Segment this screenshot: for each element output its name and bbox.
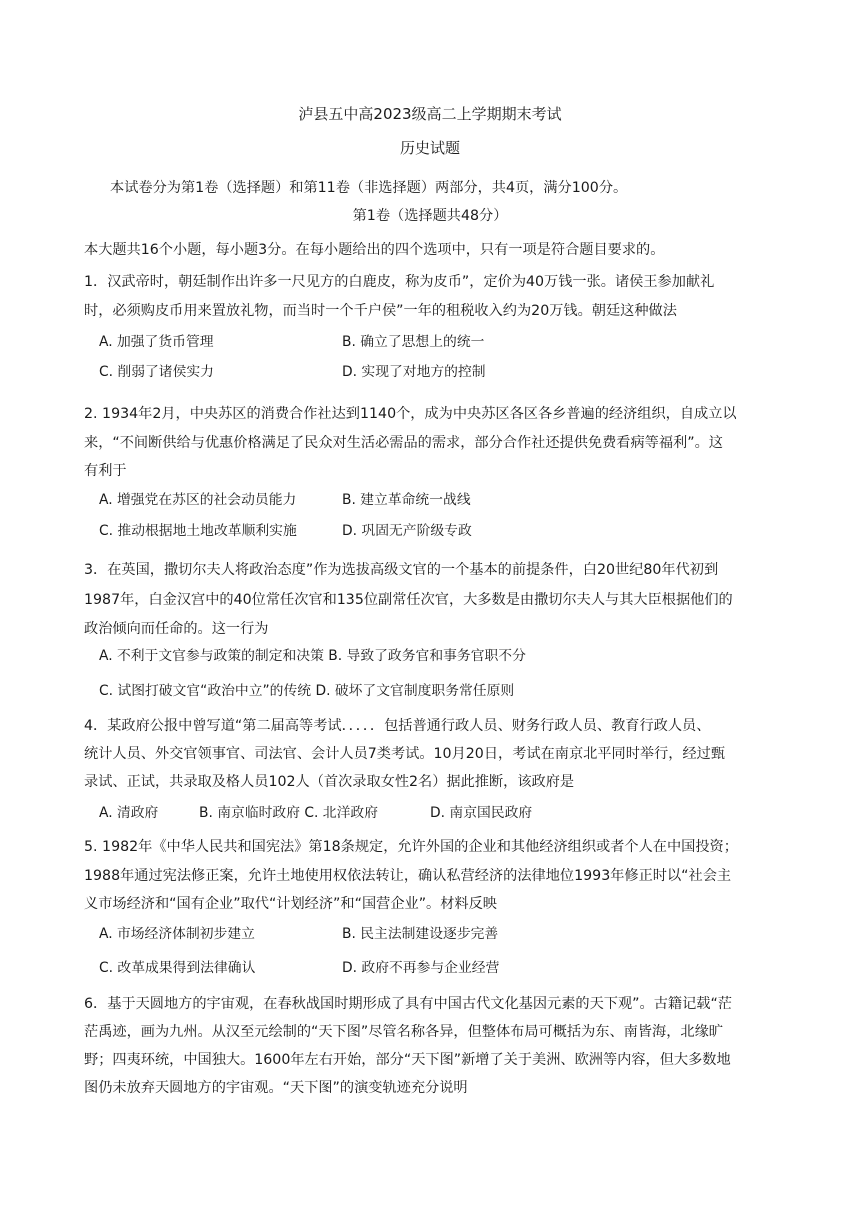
question-1-option-d[interactable]: D. 实现了对地方的控制 (342, 364, 486, 380)
question-3-line-3: 政治倾向而任命的。这一行为 (84, 621, 269, 637)
question-5-option-d[interactable]: D. 政府不再参与企业经营 (342, 960, 500, 976)
question-5-option-b[interactable]: B. 民主法制建设逐步完善 (342, 926, 499, 942)
question-4-option-a[interactable]: A. 清政府 (99, 805, 159, 821)
question-4-option-bc[interactable]: B. 南京临时政府 C. 北洋政府 (199, 805, 378, 821)
question-1-line-2: 时，必须购皮币用来置放礼物，而当时一个千户侯”一年的租税收入约为20万钱。朝廷这种做法 (84, 303, 677, 319)
question-5-line-3: 义市场经济和“国有企业”取代“计划经济”和“国营企业”。材料反映 (84, 896, 497, 912)
question-4-line-2: 统计人员、外交官领事官、司法官、会计人员7类考试。10月20日，考试在南京北平同时举行，经过甄 (84, 746, 726, 762)
question-1-option-a[interactable]: A. 加强了货币管理 (99, 334, 214, 350)
question-1-line-1: 1．汉武帝时，朝廷制作出许多一尺见方的白鹿皮，称为皮币”，定价为40万钱一张。诸侯王参加献礼 (84, 274, 715, 290)
question-2-line-1: 2. 1934年2月，中央苏区的消费合作社达到1140个，成为中央苏区各区各乡普遍的经济组织，自成立以 (84, 406, 737, 422)
question-6-line-3: 野；四夷环统，中国独大。1600年左右开始，部分“天下图”新增了关于美洲、欧洲等内容，但大多数地 (84, 1052, 731, 1068)
instructions: 本大题共16个小题，每小题3分。在每小题给出的四个选项中，只有一项是符合题目要求的。 (84, 242, 665, 258)
question-4-option-d[interactable]: D. 南京国民政府 (430, 805, 533, 821)
question-2-option-c[interactable]: C. 推动根据地土地改革顺利实施 (99, 523, 297, 539)
question-2-option-b[interactable]: B. 建立革命统一战线 (342, 492, 471, 508)
question-2-option-a[interactable]: A. 增强党在苏区的社会动员能力 (99, 492, 297, 508)
question-4-line-1: 4．某政府公报中曾写道“第二届高等考试．．．．．包括普通行政人员、财务行政人员、教育行政人员、 (84, 718, 711, 734)
question-6-line-4: 图仍未放弃天圆地方的宇宙观。“天下图”的演变轨迹充分说明 (84, 1080, 468, 1096)
exam-subject: 历史试题 (399, 139, 460, 157)
question-3-line-2: 1987年，白金汉宫中的40位常任次官和135位副常任次官，大多数是由撒切尔夫人与其大臣根据他们的 (84, 592, 733, 608)
question-1-option-c[interactable]: C. 削弱了诸侯实力 (99, 364, 214, 380)
question-1-option-b[interactable]: B. 确立了思想上的统一 (342, 334, 485, 350)
question-2-line-3: 有利于 (84, 463, 127, 479)
section-heading: 第1卷（选择题共48分） (352, 208, 508, 224)
question-2-option-d[interactable]: D. 巩固无产阶级专政 (342, 523, 472, 539)
question-3-option-ab[interactable]: A. 不利于文官参与政策的制定和决策 B. 导致了政务官和事务官职不分 (99, 648, 526, 664)
exam-intro: 本试卷分为第1卷（选择题）和第11卷（非选择题）两部分，共4页，满分100分。 (110, 180, 628, 196)
question-3-line-1: 3．在英国，撒切尔夫人将政治态度”作为选拔高级文官的一个基本的前提条件，白20世纪80年代初到 (84, 562, 719, 578)
question-5-line-1: 5. 1982年《中华人民共和国宪法》第18条规定，允许外国的企业和其他经济组织或者个人在中国投资； (84, 839, 738, 855)
question-6-line-1: 6．基于天圆地方的宇宙观，在春秋战国时期形成了具有中国古代文化基因元素的天下观”。古籍记载“茫 (84, 996, 732, 1012)
exam-title: 泸县五中高2023级高二上学期期末考试 (298, 105, 562, 123)
question-3-option-cd[interactable]: C. 试图打破文官“政治中立”的传统 D. 破坏了文官制度职务常任原则 (99, 683, 515, 699)
question-4-line-3: 录试、正试，共录取及格人员102人（首次录取女性2名）据此推断，该政府是 (84, 774, 575, 790)
question-6-line-2: 茫禹迹，画为九州。从汉至元绘制的“天下图”尽管名称各异，但整体布局可概括为东、南皆海，北缘旷 (84, 1024, 723, 1040)
question-5-option-c[interactable]: C. 改革成果得到法律确认 (99, 960, 256, 976)
question-5-option-a[interactable]: A. 市场经济体制初步建立 (99, 926, 255, 942)
question-5-line-2: 1988年通过宪法修正案，允许土地使用权依法转让，确认私营经济的法律地位1993年修正时以“社会主 (84, 868, 732, 884)
question-2-line-2: 来，“不间断供给与优惠价格满足了民众对生活必需品的需求，部分合作社还提供免费看病等福利”。这 (84, 435, 723, 451)
